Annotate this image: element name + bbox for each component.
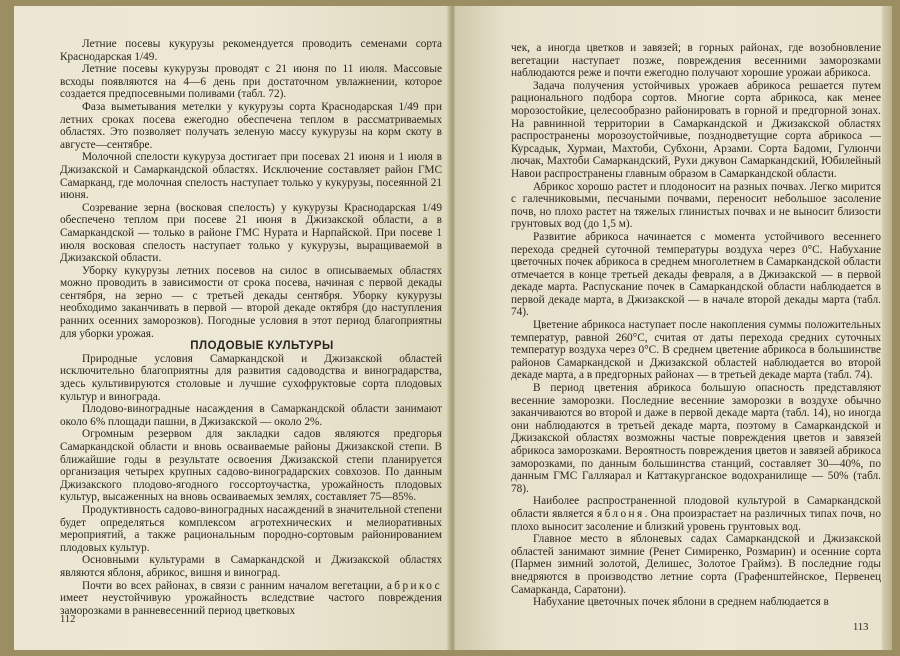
left-page: [14, 6, 451, 650]
paragraph: Главное место в яблоневых садах Самаркандской и Джизакской областей занимают зимние (Ренет Симиренко, Розмарин) и осенние сорта (Пармен зимний золотой, Делишес, Золотое Граймз). В последние годы внедряются в производство летние сорта (Графенштейнское, Первенец Самарканда, Саратони).: [511, 533, 881, 596]
paragraph-apricot: [60, 580, 442, 618]
right-page-text: [511, 42, 881, 609]
right-page: [455, 6, 892, 650]
paragraph: Созревание зерна (восковая спелость) у кукурузы Краснодарская 1/49 обеспечено теплом при посеве 21 июня в Джизакской области, а в Самаркандской — только в районе ГМС Нурата и Нарпайской. При посеве 1 июля восковая спелость наступает только у кукурузы, выращиваемой в Джизакской области.: [60, 201, 442, 265]
paragraph: В период цветения абрикоса большую опасность представляют весенние заморозки. Последние весенние заморозки в воздухе обычно заканчиваются во второй и даже в первой декаде марта (табл. 14), но иногда они наблюдаются в третьей декаде марта, поэтому в Самаркандской и Джизакской областях возможны частые повреждения цветов и завязей абрикоса заморозками. Вероятность повреждения цветов и завязей абрикоса заморозками, по данным большинства станций, составляет 30—40%, по данным ГМС Галляарал и Каттакурганское водохранилище — 50% (табл. 78).: [511, 382, 881, 495]
spaced-word-apple: яблоня: [596, 507, 645, 520]
paragraph: Фаза выметывания метелки у кукурузы сорта Краснодарская 1/49 при летних сроках посева ежегодно обеспечена теплом в рассматриваемых областях. Это позволяет получать зеленую массу кукурузы на корм скоту в августе—сентябре.: [60, 100, 442, 151]
page-number-left: 112: [60, 614, 76, 625]
paragraph: Летние посевы кукурузы рекомендуется проводить семенами сорта Краснодарская 1/49.: [60, 38, 442, 63]
continued-paragraph: чек, а иногда цветков и завязей; в горных районах, где возобновление вегетации наступает позже, повреждения весенними заморозками наблюдаются реже и почти ежегодно получают хорошие урожаи абрикоса.: [511, 42, 881, 80]
paragraph-apricot-rest: имеет неустойчивую урожайность вследствие частого повреждения заморозками в ранневесенний период цветковых: [60, 592, 442, 617]
paragraph: Абрикос хорошо растет и плодоносит на разных почвах. Легко мирится с галечниковыми, песчаными почвами, переносит небольшое засоление почв, но плохо растет на тяжелых глинистых почвах и не выносит близости грунтовых вод (до 1,5 м).: [511, 180, 881, 231]
right-paragraphs-a: [511, 80, 881, 496]
page-number-right: 113: [853, 622, 869, 633]
paragraph-apple: [511, 495, 881, 533]
page-edge: [882, 6, 892, 650]
left-top-paragraphs: [60, 38, 442, 340]
paragraph: Основными культурами в Самаркандской и Джизакской областях являются яблоня, абрикос, вишня и виноград.: [60, 554, 442, 579]
paragraph: Развитие абрикоса начинается с момента устойчивого весеннего перехода средней суточной температуры воздуха через 0°С. Набухание цветочных почек абрикоса в среднем многолетнем в Самаркандской области отмечается в конце третьей декады февраля, а в Джизакской — в первой декаде марта. Распускание почек в Самаркандской области наблюдается в первой декаде марта, в Джизакской — в начале второй декады марта (табл. 74).: [511, 230, 881, 319]
paragraph: Цветение абрикоса наступает после накопления суммы положительных температур, равной 260°С, считая от даты перехода средних суточных температур воздуха через 0°С. В среднем цветение абрикоса в большинстве районов Самаркандской и Джизакской областей наблюдается во второй декаде марта, а в предгорных районах — в третьей декаде марта (табл. 74).: [511, 319, 881, 382]
left-bottom-paragraphs: [60, 353, 442, 580]
paragraph: Уборку кукурузы летних посевов на силос в описываемых областях можно проводить в зависимости от срока посева, начиная с первой декады сентября, на зерно — с третьей декады сентября. Уборку кукурузы необходимо заканчивать в первой — второй декаде октября (до наступления ранних осенних заморозков). Погодные условия в этот период благоприятны для уборки урожая.: [60, 264, 442, 340]
spaced-word-apricot: абрикос: [386, 579, 443, 592]
paragraph: Задача получения устойчивых урожаев абрикоса решается путем рационального подбора сортов. Многие сорта абрикоса, как менее морозостойкие, целесообразно районировать в горной и предгорной зонах. На равнинной территории в Самаркандской и Джизакской областях распространены морозоустойчивые, позднодветущие сорта абрикоса — Курсадык, Хурмаи, Махтоби, Субхони, Арзами. Сорта Бадоми, Гулюнчи лючак, Махтоби Самаркандский, Рухи джувон Самаркандский, Юбилейный Навои распространены главным образом в Самаркандской области.: [511, 79, 881, 180]
paragraph: Летние посевы кукурузы проводят с 21 июня по 11 июля. Массовые всходы появляются на 4—6 день при достаточном увлажнении, которое создается предпосевными поливами (табл. 72).: [60, 63, 442, 101]
paragraph-apricot-start: Почти во всех районах, в связи с ранним началом вегетации,: [82, 579, 384, 592]
paragraph: Огромным резервом для закладки садов являются предгорья Самаркандской области и вновь осваиваемые районы Джизакской степи. В ближайшие годы в результате освоения Джизакской степи планируется организация четырех крупных садово-виноградарских совхозов. По данным Джизакского плодово-ягодного госсортоучастка, урожайность плодовых культур, высаженных на вновь осваиваемых землях, составляет 75—85%.: [60, 428, 442, 504]
paragraph-apple-rest: . Она произрастает на различных типах почв, но плохо выносит засоление и близкий уровень грунтовых вод.: [511, 507, 881, 533]
paragraph: Природные условия Самаркандской и Джизакской областей исключительно благоприятны для развития садоводства и виноградарства, здесь культивируются столовые и лучшие сухофруктовые сорта плодовых культур и винограда.: [60, 352, 442, 403]
paragraph-apple-start: Наиболее распространенной плодовой культурой в Самаркандской области является: [511, 495, 881, 520]
paragraph: Продуктивность садово-виноградных насаждений в значительной степени будет определяться комплексом агротехнических и мелиоративных мероприятий, а также рациональным породно-сортовым районированием плодовых культур.: [60, 503, 442, 554]
paragraph: Молочной спелости кукуруза достигает при посевах 21 июня и 1 июля в Джизакской и Самаркандской областях. Исключение составляет район ГМС Самарканд, где молочная спелость наступает только у кукурузы, посеянной 21 июня.: [60, 151, 442, 202]
paragraph: Плодово-виноградные насаждения в Самаркандской области занимают около 6% площади пашни, в Джизакской — около 2%.: [60, 403, 442, 428]
section-heading: ПЛОДОВЫЕ КУЛЬТУРЫ: [190, 340, 334, 353]
open-book: [14, 6, 892, 650]
right-paragraphs-b: [511, 533, 881, 609]
left-page-text: [60, 38, 442, 617]
paragraph: Набухание цветочных почек яблони в среднем наблюдается в: [533, 596, 829, 609]
